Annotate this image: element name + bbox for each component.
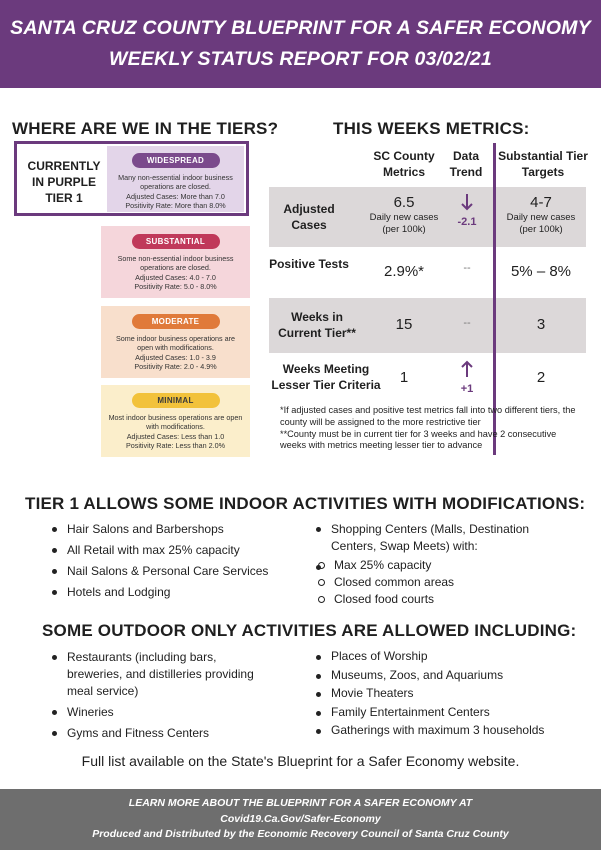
- list-item: All Retail with max 25% capacity: [50, 540, 300, 561]
- tier-positivity: Positivity Rate: More than 8.0%: [125, 201, 226, 211]
- footer-credit: Produced and Distributed by the Economic Recovery Council of Santa Cruz County: [92, 828, 509, 840]
- target-sub: Daily new cases (per 100k): [506, 212, 576, 235]
- list-item: Nail Salons & Personal Care Services: [50, 561, 300, 582]
- list-item: Family Entertainment Centers: [314, 703, 564, 722]
- footnote-restrictive: *If adjusted cases and positive test metrics fall into two different tiers, the county will be assigned to the more restrictive tier: [280, 405, 576, 427]
- tier-description: Some non-essential indoor business operations are closed.: [117, 254, 234, 273]
- list-item: Places of Worship: [314, 647, 564, 666]
- tier-name: MODERATE: [132, 314, 220, 329]
- tier-positivity: Positivity Rate: Less than 2.0%: [125, 441, 226, 451]
- arrow-down-icon: [461, 193, 473, 211]
- sub-list: [314, 557, 544, 608]
- target-value: 5% – 8%: [510, 263, 572, 280]
- list-item: [314, 519, 544, 557]
- tier-cases: Adjusted Cases: Less than 1.0: [126, 431, 225, 441]
- tier-substantial: [101, 226, 250, 298]
- sub-list-item: Closed common areas: [314, 574, 544, 591]
- row-label-positive-tests: Positive Tests: [269, 257, 349, 271]
- county-value: 15: [395, 316, 413, 333]
- row-label-adjusted-cases: Adjusted Cases: [283, 202, 335, 232]
- sub-list-item: Max 25% capacity: [314, 557, 544, 574]
- row-label-weeks-current-tier: Weeks in Current Tier**: [278, 310, 356, 340]
- list-item-text: Shopping Centers (Malls, Destination Centers, Swap Meets) with:: [331, 522, 530, 553]
- tier-positivity: Positivity Rate: 5.0 - 8.0%: [134, 282, 217, 292]
- trend-value: --: [463, 262, 471, 274]
- trend-down: [447, 193, 487, 228]
- full-list-note: Full list available on the State's Blueprint for a Safer Economy website.: [81, 753, 520, 769]
- report-header: [0, 0, 601, 88]
- indoor-section-title: TIER 1 ALLOWS SOME INDOOR ACTIVITIES WITH MODIFICATIONS:: [25, 494, 586, 513]
- list-item: Movie Theaters: [314, 684, 564, 703]
- list-item: Museums, Zoos, and Aquariums: [314, 666, 564, 685]
- tier-name: SUBSTANTIAL: [132, 234, 220, 249]
- col-header-trend: Data Trend: [449, 149, 483, 179]
- footer-website: Covid19.Ca.Gov/Safer-Economy: [220, 812, 381, 825]
- list-item: Gyms and Fitness Centers: [50, 723, 270, 744]
- target-main: 4-7: [530, 194, 552, 211]
- tier-description: Many non-essential indoor business operations are closed.: [118, 173, 233, 192]
- tier-name: WIDESPREAD: [132, 153, 220, 168]
- indoor-list-left: [50, 519, 300, 603]
- tier-cases: Adjusted Cases: 1.0 - 3.9: [135, 352, 216, 362]
- value-sub: Daily new cases (per 100k): [369, 212, 439, 235]
- row-label-weeks-meeting-criteria: Weeks Meeting Lesser Tier Criteria: [271, 362, 381, 392]
- footer-learn-more: LEARN MORE ABOUT THE BLUEPRINT FOR A SAFER ECONOMY AT: [128, 797, 473, 809]
- report-footer: [0, 789, 601, 850]
- tier-widespread: [107, 146, 244, 212]
- tier-cases: Adjusted Cases: 4.0 - 7.0: [135, 272, 216, 282]
- trend-up: [447, 360, 487, 395]
- indoor-list-right: [314, 519, 544, 608]
- footnote-advance: **County must be in current tier for 3 weeks and have 2 consecutive weeks with metrics meeting lesser tier to advance: [280, 428, 557, 451]
- county-value: [364, 194, 444, 236]
- col-header-target: Substantial Tier Targets: [498, 149, 588, 179]
- list-item: Gatherings with maximum 3 households: [314, 721, 564, 740]
- current-tier-label: CURRENTLY IN PURPLE TIER 1: [27, 159, 101, 205]
- col-header-county: SC County Metrics: [373, 149, 435, 179]
- tier-description: Most indoor business operations are open with modifications.: [108, 413, 243, 432]
- county-value: 2.9%*: [383, 263, 425, 280]
- list-item: Hotels and Lodging: [50, 582, 300, 603]
- tier-moderate: [101, 306, 250, 378]
- outdoor-list-left: [50, 647, 270, 744]
- metrics-footnote: [280, 405, 580, 452]
- sub-list-item: Closed food courts: [314, 591, 544, 608]
- list-item: Hair Salons and Barbershops: [50, 519, 300, 540]
- header-subtitle: WEEKLY STATUS REPORT FOR 03/02/21: [109, 48, 492, 70]
- target-value: 3: [536, 316, 546, 333]
- target-value: [500, 194, 582, 236]
- header-title: SANTA CRUZ COUNTY BLUEPRINT FOR A SAFER ECONOMY: [10, 17, 591, 39]
- value-main: 6.5: [393, 194, 415, 211]
- outdoor-section-title: SOME OUTDOOR ONLY ACTIVITIES ARE ALLOWED INCLUDING:: [42, 621, 577, 640]
- outdoor-list-right: [314, 647, 564, 740]
- trend-value: -2.1: [457, 216, 477, 228]
- target-value: 2: [536, 369, 546, 386]
- tier-positivity: Positivity Rate: 2.0 - 4.9%: [134, 362, 217, 372]
- tier-description: Some indoor business operations are open with modifications.: [115, 334, 236, 353]
- metrics-section-title: THIS WEEKS METRICS:: [333, 119, 530, 138]
- trend-value: --: [463, 317, 471, 329]
- sub-list-container: [314, 557, 544, 608]
- tier-minimal: [101, 385, 250, 457]
- tier-name: MINIMAL: [132, 393, 220, 408]
- arrow-up-icon: [461, 360, 473, 378]
- list-item: Restaurants (including bars, breweries, and distilleries providing meal service): [50, 647, 270, 702]
- trend-value: +1: [460, 383, 474, 395]
- county-value: 1: [399, 369, 409, 386]
- tiers-section-title: WHERE ARE WE IN THE TIERS?: [12, 119, 279, 138]
- list-item: Wineries: [50, 702, 270, 723]
- tier-cases: Adjusted Cases: More than 7.0: [126, 191, 225, 201]
